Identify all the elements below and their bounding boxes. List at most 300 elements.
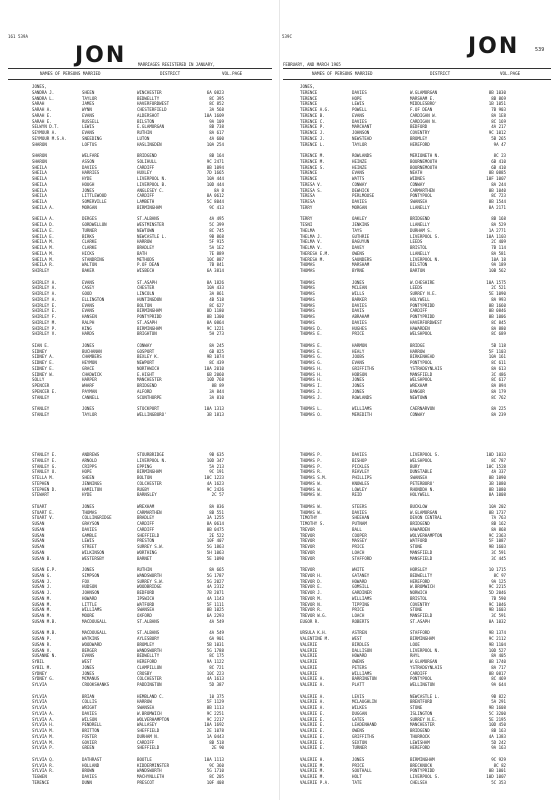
volume-page: 5H 273	[209, 331, 224, 337]
given-name: SUSAN G.	[32, 572, 52, 578]
spouse-surname: WILLIAMS	[352, 670, 372, 676]
spouse-surname: GARDINER	[352, 590, 372, 595]
register-entry	[300, 780, 510, 786]
volume-page: 10F 408	[206, 779, 224, 785]
spouse-surname: RALPH	[82, 319, 95, 325]
given-name: SHIRLEY A.	[32, 285, 57, 291]
district: HUNTINGDON	[137, 296, 162, 302]
given-name: SHARON	[32, 153, 47, 158]
spouse-surname: BARKER	[352, 296, 367, 302]
given-name: VALERIE E.	[300, 739, 325, 745]
spouse-surname: MCLEAN	[352, 285, 367, 291]
given-name: SANDRA J.	[32, 89, 55, 95]
spouse-surname: LITTLEWOOD	[82, 193, 107, 199]
spouse-surname: WILLIAMS	[352, 595, 372, 601]
given-name: STUART E.	[32, 509, 55, 515]
spouse-surname: EVANS	[82, 302, 95, 308]
volume-page: 5B 1031	[206, 641, 224, 647]
volume-page: 9A 163	[491, 745, 506, 751]
volume-page: 5D 2046	[488, 590, 506, 595]
district: WISBECH	[137, 268, 155, 273]
volume-page: 5D 242	[491, 739, 506, 745]
given-name: THERESA M.	[300, 256, 325, 262]
spouse-surname: SHEEN	[82, 475, 95, 480]
district: CONWAY	[410, 411, 425, 417]
volume-page: 6A 3814	[206, 268, 224, 273]
spouse-surname: GRAYSON	[82, 521, 100, 526]
volume-page: 8A 617	[209, 130, 224, 135]
spouse-surname: JAMES	[82, 101, 95, 107]
spouse-surname: JONES	[82, 567, 95, 572]
spouse-surname: ANDREWS	[82, 452, 100, 457]
spouse-surname: MCMANUS	[82, 676, 100, 682]
spouse-surname: DUNN	[82, 779, 92, 785]
volume-page: 8A 405	[491, 653, 506, 659]
spouse-surname: BIRDLES	[352, 641, 370, 647]
volume-page: 4A 549	[209, 630, 224, 636]
volume-page: 8C 82	[493, 762, 506, 768]
given-name: SANDRA L.	[32, 95, 55, 101]
district: HAVERFORDWEST	[137, 101, 170, 107]
given-name: THOMAS	[300, 268, 315, 273]
given-name: SYDNEY	[32, 670, 47, 676]
spouse-surname: MEREDITH	[352, 411, 372, 417]
spouse-surname: OAKLEY	[352, 216, 367, 222]
spouse-surname: EVANS	[82, 279, 95, 285]
district: CROSBY	[137, 670, 152, 676]
spouse-surname: HEYMON	[82, 360, 97, 365]
right-entries	[300, 84, 510, 786]
given-name: SUSANNE N.	[32, 653, 57, 659]
district: PETERBORO'	[410, 480, 435, 486]
district: BRIDGE	[410, 342, 425, 348]
volume-page: 9C 2215	[488, 584, 506, 590]
given-name: SHEILA	[32, 164, 47, 170]
volume-page: 8B 163	[491, 728, 506, 733]
district: MANCHESTER	[410, 722, 435, 728]
given-name: STUART V.	[32, 515, 55, 521]
district: DURHAM S.	[410, 227, 433, 233]
spouse-surname: TATE	[352, 779, 362, 785]
spouse-surname: GUTHRIE	[352, 233, 370, 239]
volume-page: 8C 745	[209, 227, 224, 233]
given-name: TREVOR M.	[300, 595, 323, 601]
district: BOLTON	[137, 475, 152, 480]
volume-page: 5E 1090	[488, 291, 506, 296]
right-page-reference: 539	[535, 47, 545, 53]
given-name: SYDNEY G.	[32, 676, 55, 682]
volume-page: 2C 521	[491, 285, 506, 291]
district: CARDIGAN N.	[410, 118, 438, 124]
district: HAWARDEN	[410, 526, 430, 532]
spouse-surname: DAVIES	[352, 509, 367, 515]
district: F.OF DEAN	[410, 107, 433, 112]
district: HEMBLAND C.	[137, 693, 165, 699]
spouse-surname: STAFFORD	[352, 555, 372, 561]
volume-page: 5D 387	[209, 682, 224, 687]
spouse-surname: OWENS	[352, 250, 365, 256]
given-name: TERENCE B.	[300, 112, 325, 118]
district: CONWAY	[137, 342, 152, 348]
volume-page: 5G 1787	[206, 572, 224, 578]
volume-page: 9B 635	[209, 452, 224, 457]
given-name: SHEILA	[32, 170, 47, 176]
volume-page: 9C 2471	[206, 158, 224, 164]
given-name: VALERIE	[300, 647, 318, 653]
given-name: TERENCE	[300, 89, 318, 95]
volume-page: 8D 1180	[206, 308, 224, 314]
volume-page: 9B 822	[491, 693, 506, 699]
district: WOLVERHAMPTON	[410, 532, 443, 538]
spouse-surname: NEWSTEAD	[352, 135, 372, 141]
volume-page: 8C 721	[209, 664, 224, 670]
volume-page: 8A 1032	[488, 618, 506, 624]
spouse-surname: PRICE	[352, 331, 365, 337]
given-name: THOMAS W.	[300, 480, 323, 486]
volume-page: 9C 1221	[206, 325, 224, 331]
volume-page: 8A 239	[491, 411, 506, 417]
district: SWANSEA	[137, 705, 155, 710]
given-name: STANLEY	[32, 394, 50, 400]
district: ALFORD	[137, 388, 152, 394]
spouse-surname: EVANS	[352, 170, 365, 176]
district: ST.ALBANS	[137, 618, 160, 624]
given-name: THOMAS S.M.	[300, 475, 328, 480]
volume-page: 5A 291	[491, 699, 506, 705]
district: SURREY S.W.	[137, 544, 165, 549]
given-name: THOMAS J.	[300, 394, 323, 400]
district: LINCOLN	[137, 291, 155, 296]
spouse-surname: DERGES	[82, 216, 97, 222]
district: BATH	[137, 250, 147, 256]
volume-page: 9B 1603	[488, 544, 506, 549]
volume-page: 7B 2071	[206, 590, 224, 595]
volume-page: 4A 1143	[206, 595, 224, 601]
spouse-surname: LOWLEY	[352, 486, 367, 492]
volume-page: 9A 47	[493, 141, 506, 147]
spouse-surname: HEINZE	[352, 164, 367, 170]
given-name: THOMAS	[300, 279, 315, 285]
given-name: VALERIE E.	[300, 710, 325, 716]
given-name: SARAH E.	[32, 118, 52, 124]
given-name: SUSAN P.	[32, 636, 52, 641]
given-name: SHEILA	[32, 187, 47, 193]
given-name: THELMA	[300, 227, 315, 233]
volume-page: 7B 841	[209, 262, 224, 268]
district: THURROCK	[410, 733, 430, 739]
spouse-surname: COLLIS	[82, 699, 97, 705]
district: RUGBY	[137, 486, 150, 492]
spouse-surname: OWENS	[352, 659, 365, 664]
given-name: SYLVIA R.	[32, 762, 55, 768]
volume-page: 3A 844	[209, 388, 224, 394]
district: BRIDGEND	[410, 216, 430, 222]
district: WREXHAM	[410, 383, 428, 388]
given-name: VALERIE	[300, 659, 318, 664]
volume-page: 8B 1094	[206, 164, 224, 170]
spouse-surname: POWELL	[352, 107, 367, 112]
given-name: TREVOR R.	[300, 607, 323, 613]
volume-page: 6B 2060	[206, 371, 224, 377]
volume-page: 3A 1255	[206, 515, 224, 521]
spouse-surname: HEALY	[352, 348, 365, 354]
spouse-surname: KING	[82, 325, 92, 331]
volume-page: 8C 395	[209, 95, 224, 101]
spouse-surname: SHEEN	[82, 89, 95, 95]
spouse-surname: GORDWELLON	[82, 222, 107, 227]
volume-page: 8B 168	[491, 216, 506, 222]
given-name: THELMA V.	[300, 239, 323, 245]
spouse-surname: PICKLES	[352, 463, 370, 469]
volume-page: 8B 551	[209, 509, 224, 515]
spouse-surname: WILLIAMS	[352, 406, 372, 411]
given-name: SUSAN B.	[32, 555, 52, 561]
given-name: SARAH E.	[32, 112, 52, 118]
given-name: SYBIL	[32, 659, 45, 664]
volume-page: 6A 0823	[206, 89, 224, 95]
spouse-surname: DAVIES	[352, 319, 367, 325]
given-name: THOMAS H.	[300, 377, 323, 383]
given-name: JONES,	[300, 84, 315, 89]
district: PONTYPOOL	[410, 676, 433, 682]
given-name: THOMAS W.	[300, 486, 323, 492]
spouse-surname: LEADENHAND	[352, 722, 377, 728]
volume-page: 10A 1692	[204, 722, 224, 728]
spouse-surname: DAVIES	[352, 89, 367, 95]
spouse-surname: WATKINS	[82, 636, 100, 641]
district: PRESTON	[137, 538, 155, 544]
district: STONE	[410, 607, 423, 613]
spouse-surname: MASSEY	[352, 538, 367, 544]
volume-page: 8B 1080	[488, 486, 506, 492]
given-name: SUSAN	[32, 538, 45, 544]
volume-page: 5E 2195	[488, 716, 506, 722]
volume-page: 8A 2171	[488, 204, 506, 210]
given-name: TERESA S.	[300, 187, 323, 193]
spouse-surname: TAYLOR	[82, 411, 97, 417]
right-district-header: DISTRICT	[430, 71, 451, 76]
given-name: SHIRLEY V.	[32, 331, 57, 337]
district: BOOTLE	[137, 756, 152, 762]
district: CARDIFF	[410, 670, 428, 676]
given-name: STELLA M.	[32, 475, 55, 480]
volume-page: 5F 1129	[206, 699, 224, 705]
given-name: TERENCE J.	[300, 130, 325, 135]
district: BIRMINGHAM	[137, 469, 162, 475]
spouse-surname: PRICE	[352, 762, 365, 768]
spouse-surname: STEERS	[352, 503, 367, 509]
given-name: THOMAS P.	[300, 463, 323, 469]
district: DEVON CENTRAL	[410, 515, 443, 521]
spouse-surname: HAMILTON	[82, 486, 102, 492]
district: WIDNES	[410, 176, 425, 181]
volume-page: 5F 1103	[488, 348, 506, 354]
volume-page: 9A 1122	[206, 659, 224, 664]
volume-page: 7B 590	[491, 595, 506, 601]
given-name: SYLVIA	[32, 705, 47, 710]
given-name: TREVOR	[300, 555, 315, 561]
given-name: SHIRLEY	[32, 268, 50, 273]
district: SWANSEA	[137, 607, 155, 613]
volume-page: 4A 337	[491, 469, 506, 475]
given-name: VALERIE E.	[300, 728, 325, 733]
volume-page: 10C 887	[206, 256, 224, 262]
given-name: SUSAN	[32, 549, 45, 555]
given-name: VALERIE E.	[300, 716, 325, 722]
spouse-surname: LEWIS	[82, 538, 95, 544]
district: LIVERPOOL N.	[137, 457, 167, 463]
given-name: THOMAS	[300, 314, 315, 319]
district: PONTYPOOL	[410, 360, 433, 365]
volume-page: 9C 1012	[488, 130, 506, 135]
volume-page: 6B 410	[491, 158, 506, 164]
district: AYLESBURY	[137, 636, 160, 641]
spouse-surname: HUDSON	[82, 584, 97, 590]
district: SURREY N.E.	[410, 291, 438, 296]
given-name: THOMAS G.	[300, 354, 323, 360]
volume-page: 10A 18	[491, 256, 506, 262]
spouse-surname: PHILLIPS	[352, 475, 372, 480]
given-name: EUGOR R.	[300, 618, 320, 624]
left-vol-header: VOL.PAGE	[222, 71, 243, 76]
given-name: VALERIE	[300, 670, 318, 676]
given-name: SYLVIA M.	[32, 739, 55, 745]
spouse-surname: HARDS	[82, 331, 95, 337]
volume-page: 8A 894	[491, 383, 506, 388]
volume-page: 8C 852	[209, 101, 224, 107]
spouse-surname: REID	[352, 492, 362, 498]
district: BIRMINGHAM	[410, 756, 435, 762]
volume-page: 5G 1863	[206, 544, 224, 549]
volume-page: 4B 518	[209, 296, 224, 302]
given-name: SYLVIA A.	[32, 710, 55, 716]
volume-page: 9B 1603	[488, 607, 506, 613]
volume-page: 1A 2771	[488, 227, 506, 233]
district: NEATH	[410, 170, 423, 176]
given-name: STANLEY E.	[32, 452, 57, 457]
district: W.BROMWICH	[410, 584, 435, 590]
spouse-surname: STANDRING	[82, 256, 105, 262]
given-name: URSULA K.H.	[300, 630, 328, 636]
spouse-surname: GOOD	[82, 291, 92, 296]
volume-page: 10F 407	[206, 538, 224, 544]
given-name: SUSAN M.B.	[32, 630, 57, 636]
district: SURREY S.W.	[137, 578, 165, 584]
district: SWANSEA	[410, 475, 428, 480]
spouse-surname: DAVIES	[82, 164, 97, 170]
register-entry	[32, 780, 228, 786]
given-name: STEPHEN	[32, 480, 50, 486]
volume-page: 8B 162	[491, 521, 506, 526]
district: WINCHESTER	[137, 89, 162, 95]
spouse-surname: WEST	[82, 659, 92, 664]
district: RHYL	[410, 653, 420, 659]
given-name: SUSAN	[32, 526, 45, 532]
given-name: TERESA V.	[300, 181, 323, 187]
left-page-reference: 161 539A	[8, 34, 29, 39]
volume-page: 9B 1104	[488, 641, 506, 647]
spouse-surname: FOX	[82, 578, 90, 584]
given-name: TERENCE	[300, 170, 318, 176]
spouse-surname: HANSEN	[82, 314, 97, 319]
spouse-surname: OWENS	[352, 728, 365, 733]
spouse-surname: JONES	[82, 187, 95, 193]
spouse-surname: CANNELL	[82, 394, 100, 400]
volume-page: 8C 175	[209, 653, 224, 659]
volume-page: 8B 1300	[206, 314, 224, 319]
given-name: THOMAS P.	[300, 457, 323, 463]
district: WOODBRIDGE	[137, 584, 162, 590]
spouse-surname: HEINZE	[352, 158, 367, 164]
district: LUTON	[137, 135, 150, 141]
given-name: TREVOR	[300, 532, 315, 538]
spouse-surname: HARPER	[82, 377, 97, 383]
given-name: VALERIE A.	[300, 705, 325, 710]
volume-page: 10A 254	[206, 141, 224, 147]
district: BRIDGEND	[137, 153, 157, 158]
spouse-surname: ROBERTS	[352, 618, 370, 624]
given-name: VALERIE	[300, 653, 318, 659]
spouse-surname: DAVEY	[352, 245, 365, 250]
given-name: TREVOR J.	[300, 590, 323, 595]
given-name: SUSAN J.	[32, 590, 52, 595]
volume-page: 5A 213	[209, 463, 224, 469]
district: BILSTON	[137, 118, 155, 124]
given-name: TREVOR W.G.	[300, 613, 328, 618]
given-name: SUSAN J.	[32, 584, 52, 590]
spouse-surname: HOWARD	[82, 595, 97, 601]
district: WATFORD	[137, 601, 155, 607]
volume-page: 6B 825	[209, 348, 224, 354]
district: HOLYWELL	[410, 492, 430, 498]
district: STOCKPORT	[137, 406, 160, 411]
volume-page: 5E 1090	[206, 555, 224, 561]
volume-page: 3A 568	[209, 107, 224, 112]
spouse-surname: BAKER	[82, 268, 95, 273]
spouse-surname: JONES	[82, 406, 95, 411]
given-name: SYLVIA H.	[32, 722, 55, 728]
district: ST.ASAPH	[410, 618, 430, 624]
left-caption: MARRIAGES REGISTERED IN JANUARY,	[138, 62, 216, 67]
volume-page: 8A 8	[214, 187, 224, 193]
given-name: SARAH	[32, 101, 45, 107]
district: CARMARTHEN	[410, 187, 435, 193]
spouse-surname: WALTON	[82, 262, 97, 268]
given-name: SIAN E.	[32, 342, 50, 348]
spouse-surname: STREET	[82, 544, 97, 549]
volume-page: 8B 1040	[488, 187, 506, 193]
right-vol-header: VOL.PAGE	[500, 71, 521, 76]
spouse-surname: JONES	[82, 670, 95, 676]
given-name: TREVOR D.	[300, 578, 323, 584]
spouse-surname: ARNOLD	[82, 457, 97, 463]
given-name: SHIRLEY A.	[32, 291, 57, 296]
given-name: THOMAS R.	[300, 469, 323, 475]
district: BIRMINGHAM	[137, 204, 162, 210]
given-name: SHARON	[32, 141, 47, 147]
volume-page: 8A 1008	[488, 492, 506, 498]
volume-page: 9A 109	[209, 118, 224, 124]
spouse-surname: WILSON	[82, 716, 97, 722]
district: CARMARTHEN	[137, 509, 162, 515]
district: CARDIFF	[137, 521, 155, 526]
spouse-surname: WESTERSBY	[82, 555, 105, 561]
volume-page: 8A 993	[491, 296, 506, 302]
given-name: SUSAN M.	[32, 607, 52, 613]
spouse-surname: BAGUYUN	[352, 239, 370, 245]
spouse-surname: GRIFFITHS	[352, 365, 375, 371]
district: CHESTERFIELD	[137, 107, 167, 112]
